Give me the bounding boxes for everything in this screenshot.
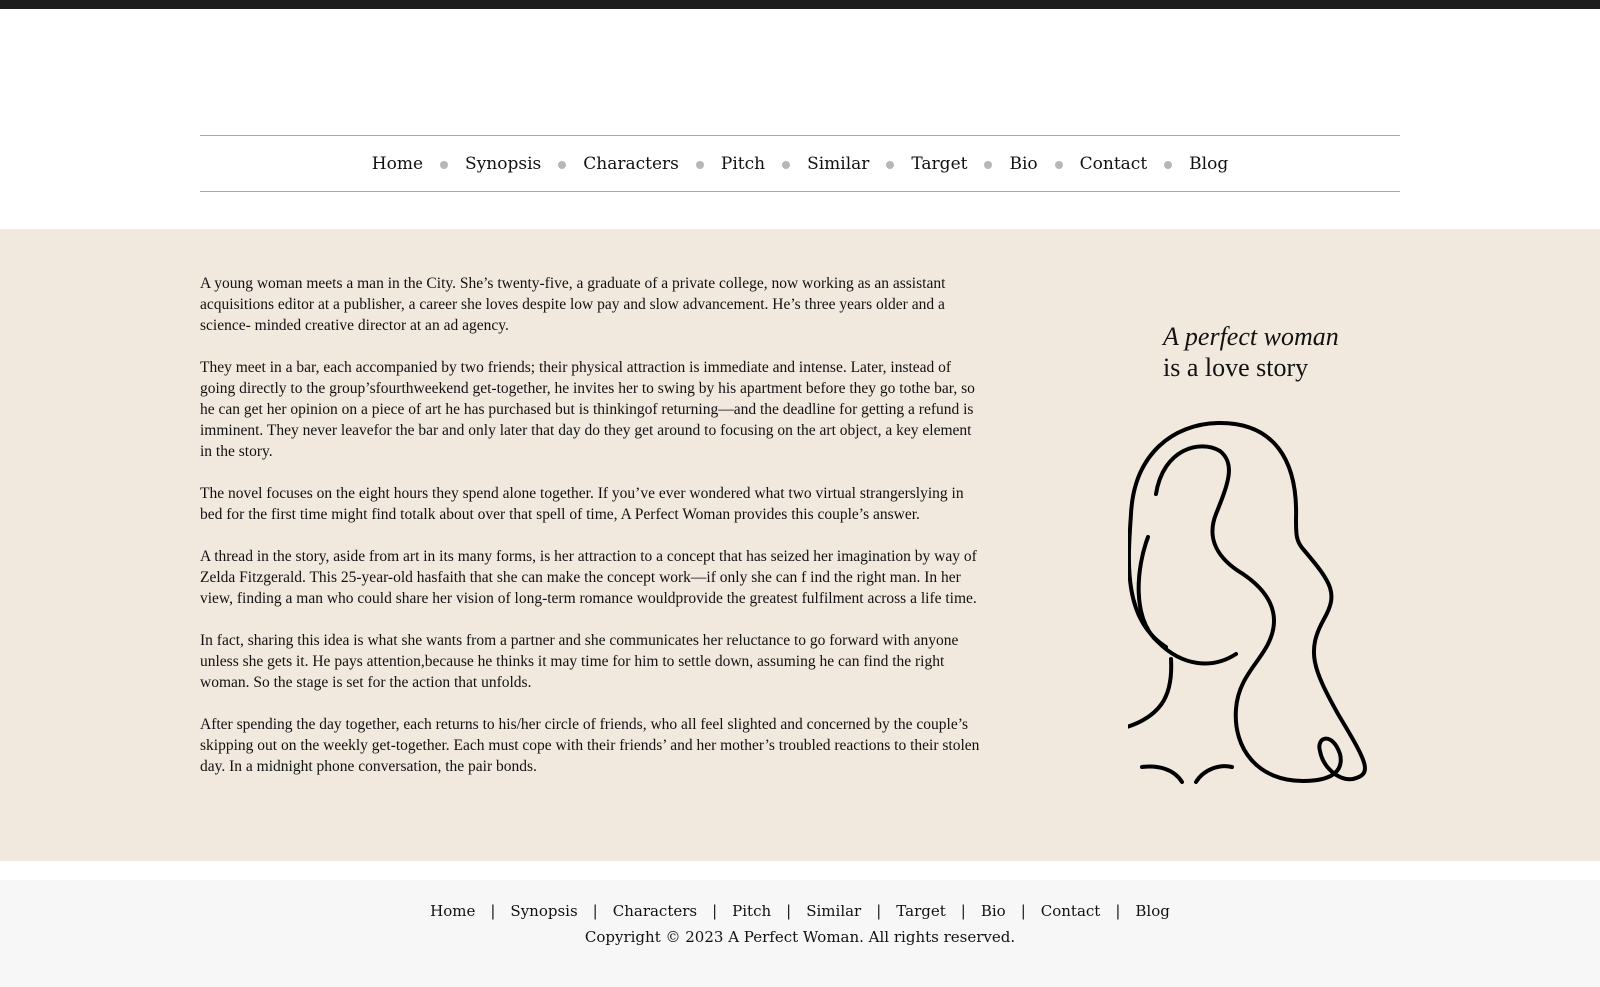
tagline <box>1163 321 1339 383</box>
footer-separator: | <box>592 902 598 920</box>
synopsis-paragraph: A thread in the story, aside from art in its many forms, is her attraction to a concept that has seized her imagination by way of Zelda Fitzgerald. This 25-year-old hasfaith that she can make the concept work—if only she can f ind the right man. In her view, finding a man who could share her vision of long-term romance wouldprovide the greatest fulfilment across a life time. <box>200 548 977 607</box>
footer-separator: | <box>490 902 496 920</box>
footer-link-synopsis[interactable]: Synopsis <box>510 902 578 920</box>
footer-separator: | <box>1020 902 1026 920</box>
footer-link-home[interactable]: Home <box>430 902 476 920</box>
nav-separator-dot <box>1055 161 1063 169</box>
footer-separator: | <box>712 902 718 920</box>
nav-separator-dot <box>440 161 448 169</box>
synopsis-text <box>200 273 980 798</box>
nav-contact[interactable]: Contact <box>1079 153 1148 174</box>
nav-similar[interactable]: Similar <box>807 153 870 174</box>
main-nav <box>200 135 1400 192</box>
footer-link-bio[interactable]: Bio <box>980 902 1006 920</box>
nav-bio[interactable]: Bio <box>1009 153 1038 174</box>
synopsis-paragraph: They meet in a bar, each accompanied by two friends; their physical attraction is immediate and intense. Later, instead of going directly to the group’sfourthweekend get-together, he invites her to swing by his apartment before they go tothe bar, so he can get her opinion on a piece of art he has purchased but is thinkingof returning—and the deadline for getting a refund is imminent. They never leavefor the bar and only later that day do they get around to focusing on the art object, a key element in the story. <box>200 359 975 460</box>
nav-home[interactable]: Home <box>371 153 424 174</box>
nav-separator-dot <box>558 161 566 169</box>
footer-link-similar[interactable]: Similar <box>806 902 862 920</box>
footer-separator: | <box>786 902 792 920</box>
nav-blog[interactable]: Blog <box>1189 153 1229 174</box>
synopsis-paragraph: The novel focuses on the eight hours they spend alone together. If you’ve ever wondered what two virtual strangerslying in bed for the first time might find totalk about over that spell of time, A Perfect Woman provides this couple’s answer. <box>200 485 964 523</box>
footer-link-target[interactable]: Target <box>896 902 946 920</box>
nav-characters[interactable]: Characters <box>583 153 679 174</box>
synopsis-paragraph: In fact, sharing this idea is what she wants from a partner and she communicates her reluctance to go forward with anyone unless she gets it. He pays attention,because he thinks it may time for him to settle down, assuming he can find the right woman. So the stage is set for the action that unfolds. <box>200 632 959 691</box>
footer-nav <box>0 880 1600 920</box>
tagline-line-2: is a love story <box>1163 353 1309 382</box>
nav-separator-dot <box>696 161 704 169</box>
site-footer <box>0 880 1600 987</box>
footer-link-characters[interactable]: Characters <box>612 902 698 920</box>
footer-separator: | <box>960 902 966 920</box>
nav-separator-dot <box>886 161 894 169</box>
footer-link-pitch[interactable]: Pitch <box>732 902 772 920</box>
top-bar <box>0 0 1600 9</box>
nav-target[interactable]: Target <box>911 153 968 174</box>
footer-link-blog[interactable]: Blog <box>1135 902 1170 920</box>
tagline-line-1: A perfect woman <box>1163 322 1339 351</box>
woman-line-art-icon <box>1128 419 1408 819</box>
section-gap <box>0 861 1600 880</box>
footer-separator: | <box>1115 902 1121 920</box>
synopsis-paragraph: After spending the day together, each returns to his/her circle of friends, who all feel slighted and concerned by the couple’s skipping out on the weekly get-together. Each must cope with their friends’ and her mother’s troubled reactions to their stolen day. In a midnight phone conversation, the pair bonds. <box>200 716 980 775</box>
nav-separator-dot <box>1164 161 1172 169</box>
nav-pitch[interactable]: Pitch <box>720 153 766 174</box>
synopsis-section <box>0 229 1600 861</box>
synopsis-paragraph: A young woman meets a man in the City. She’s twenty-five, a graduate of a private college, now working as an assistant acquisitions editor at a publisher, a career she loves despite low pay and slow advancement. He’s three years older and a science- minded creative director at an ad agency. <box>200 275 946 334</box>
nav-separator-dot <box>984 161 992 169</box>
footer-link-contact[interactable]: Contact <box>1040 902 1101 920</box>
copyright-text: Copyright © 2023 A Perfect Woman. All rights reserved. <box>584 928 1016 946</box>
nav-synopsis[interactable]: Synopsis <box>465 153 542 174</box>
footer-separator: | <box>876 902 882 920</box>
site-header <box>0 9 1600 229</box>
nav-separator-dot <box>782 161 790 169</box>
